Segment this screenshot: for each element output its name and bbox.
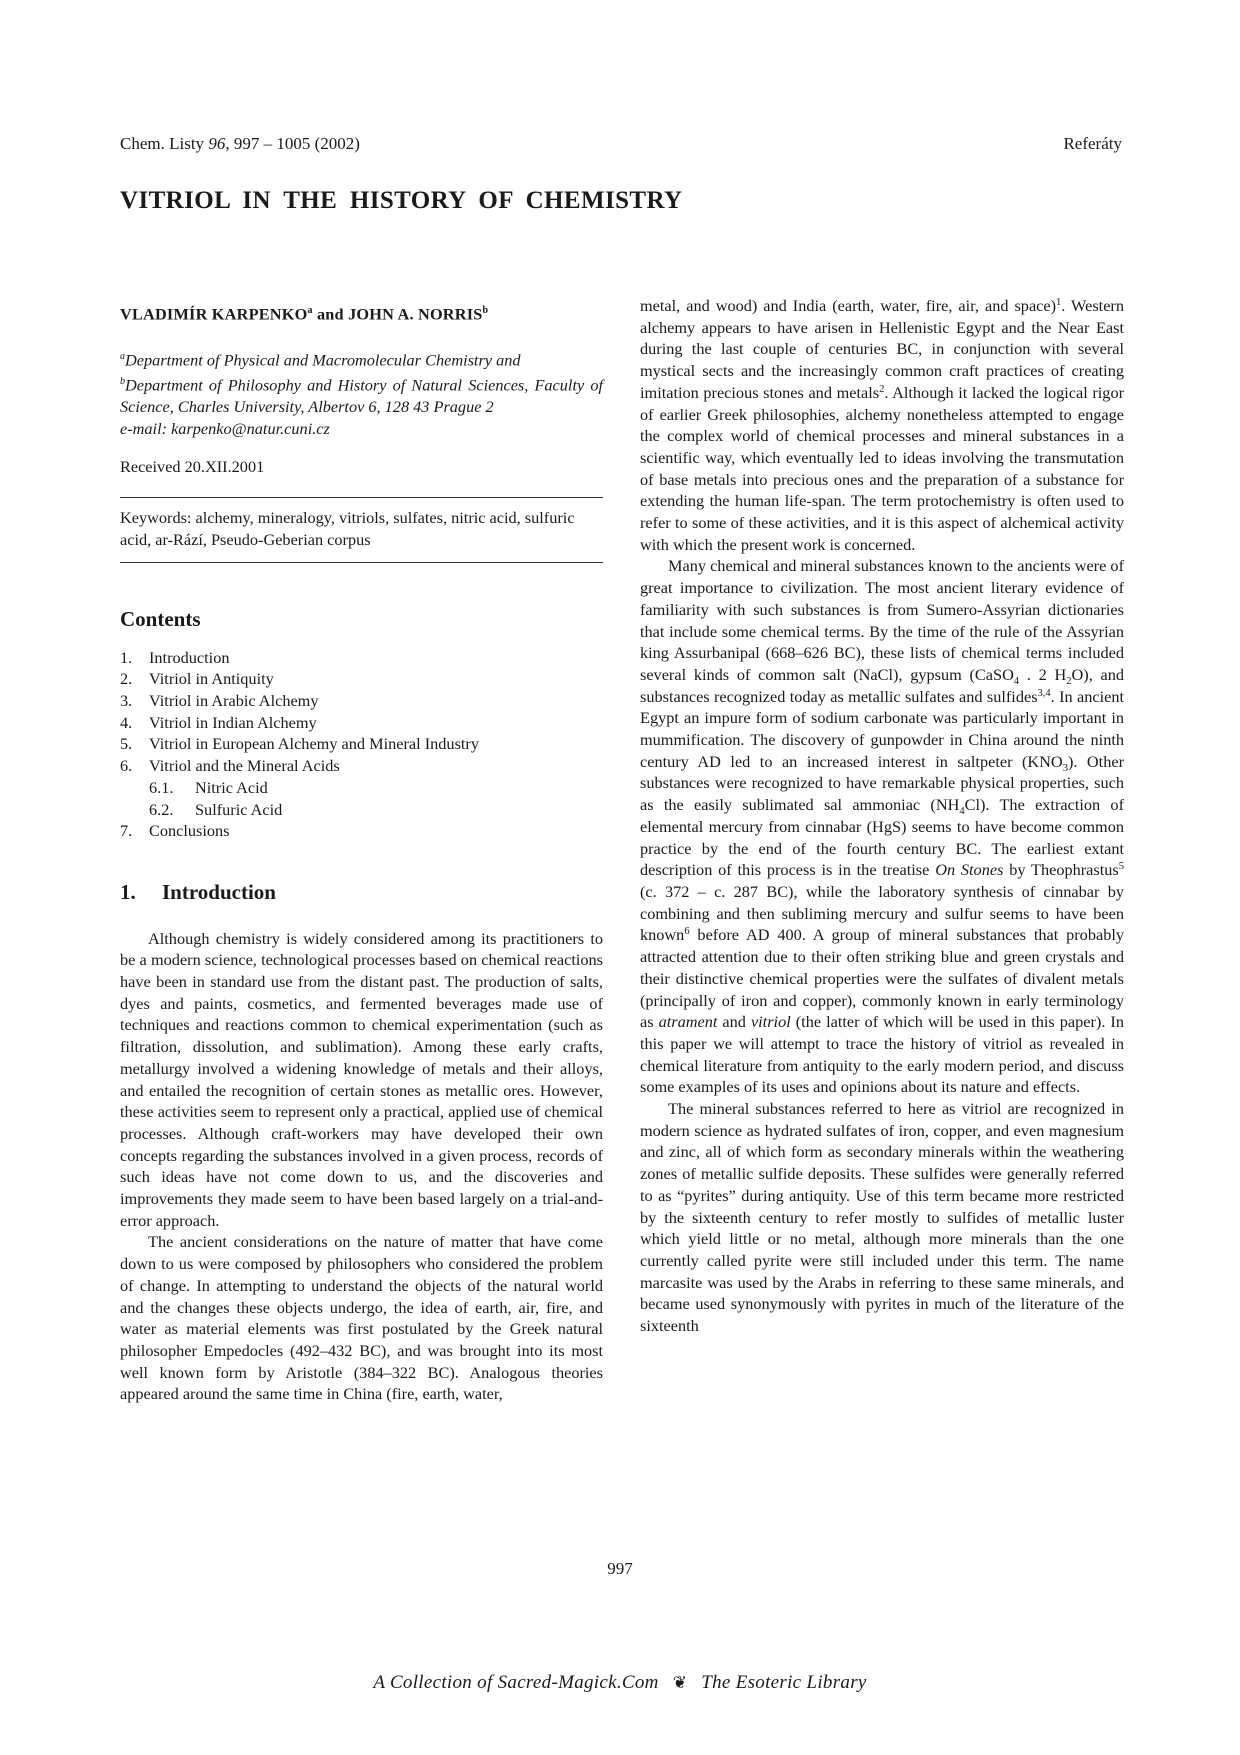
right-column [640, 295, 1124, 1337]
contents-heading: Contents [120, 606, 201, 631]
body-paragraph: Although chemistry is widely considered among its practitioners to be a modern science, technological processes based on chemical reactions have been in standard use from the distant past. The production of salts, dyes and paints, cosmetics, and fermented beverages made use of techniques and reactions common to chemical experimentation (such as filtration, dissolution, and sublimation). Among these early crafts, metallurgy involved a widening knowledge of metals and their alloys, and entailed the recognition of certain stones as metallic ores. However, these activities seem to represent only a practical, applied use of chemical processes. Although craft-workers may have developed their own concepts regarding the substances involved in a given process, records of such ideas have not come down to us, and the discoveries and improvements they made seem to have been based largely on a trial-and-error approach. [120, 928, 603, 1230]
toc-item [120, 647, 603, 669]
italic-term: vitriol [750, 1012, 791, 1032]
toc-number: 2. [120, 669, 133, 689]
article-title: VITRIOL IN THE HISTORY OF CHEMISTRY [120, 187, 683, 214]
toc-number: 6.2. [149, 799, 174, 819]
toc-number: 6.1. [149, 777, 174, 797]
affiliation-a-mark: a [120, 351, 125, 363]
body-paragraph [640, 295, 1124, 555]
section-title: Introduction [162, 879, 276, 904]
running-head [120, 134, 1122, 154]
toc-item [120, 733, 603, 755]
footer-left-text: A Collection of Sacred-Magick.Com [373, 1672, 659, 1693]
footer-right-text: The Esoteric Library [701, 1672, 867, 1693]
keywords: Keywords: alchemy, mineralogy, vitriols, sulfates, nitric acid, sulfuric acid, ar-Rází, Pseudo-Geberian corpus [120, 508, 575, 550]
body-paragraph [640, 555, 1124, 1098]
text-run: (c. 372 – c. 287 BC), while the laboratory synthesis of cinnabar by combining and then subliming mercury and sulfur seems to have been known [640, 881, 1124, 945]
toc-label: Vitriol in Indian Alchemy [149, 712, 317, 732]
citation-ref: 1 [1056, 297, 1062, 308]
toc-subitem [120, 777, 603, 799]
subscript: 4 [959, 806, 965, 818]
toc-item [120, 820, 603, 842]
toc-label: Vitriol in European Alchemy and Mineral Industry [149, 734, 479, 754]
text-run: . Although it lacked the logical rigor of earlier Greek philosophies, alchemy nonetheless attempted to engage the complex world of chemical processes and mineral substances in a scientific way, which eventually led to ideas involving the transmutation of base metals into precious ones and the preparation of a substance for extending the human life-span. The term protochemistry is often used to refer to some of these activities, and it is this aspect of alchemical activity with which the present work is concerned. [640, 382, 1125, 554]
text-run: (the latter of which will be used in this paper). In this paper we will attempt to trace the history of vitriol as revealed in chemical literature from antiquity to the early modern period, and discuss some examples of its uses and opinions about its nature and effects. [640, 1012, 1124, 1097]
toc-subitem [120, 799, 603, 821]
body-paragraph: The mineral substances referred to here as vitriol are recognized in modern science as hydrated sulfates of iron, copper, and even magnesium and zinc, all of which form as secondary minerals within the weathering zones of metallic sulfide deposits. These sulfides were generally referred to as “pyrites” during antiquity. Use of this term became more restricted by the sixteenth century to refer mostly to sulfides of metallic luster which yield little or no metal, although more minerals than the one currently called pyrite were still included under this term. The name marcasite was used by the Arabs in referring to these same minerals, and became used synonymously with pyrites in much of the literature of the sixteenth [640, 1099, 1124, 1336]
author-2-mark: b [482, 305, 489, 316]
toc-number: 1. [120, 647, 133, 667]
toc-label: Conclusions [149, 821, 230, 841]
toc-number: 6. [120, 756, 133, 776]
subscript: 3 [1062, 762, 1068, 774]
footer-watermark [0, 1672, 1240, 1694]
text-run: before AD 400. A group of mineral substances that probably attracted attention due to their often striking blue and green crystals and their distinctive chemical properties were the sulfates of divalent metals (principally of iron and copper), commonly known in early terminology as [640, 925, 1124, 1032]
toc-number: 4. [120, 712, 133, 732]
section-heading [120, 879, 603, 904]
author-line [120, 300, 603, 325]
toc-item [120, 755, 603, 777]
text-run: and [717, 1012, 751, 1032]
subscript: 4 [1013, 675, 1020, 687]
text-run: . 2 H [1019, 664, 1067, 684]
author-1-mark: a [307, 305, 313, 316]
page-number: 997 [607, 1559, 633, 1578]
italic-title: On Stones [935, 860, 1004, 880]
toc-number: 7. [120, 821, 133, 841]
keywords-rule-bottom [120, 562, 603, 563]
toc-label: Vitriol in Arabic Alchemy [149, 691, 319, 710]
text-run: Cl). The extraction of elemental mercury from cinnabar (HgS) seems to have become common practice by the end of the fourth century BC. The earliest extant description of this process is in the treatise [640, 795, 1124, 880]
citation-ref: 5 [1118, 861, 1124, 873]
section-number: 1. [120, 879, 136, 904]
text-run: metal, and wood) and India (earth, water, fire, air, and space) [640, 296, 1057, 315]
body-paragraph: The ancient considerations on the nature of matter that have come down to us were composed by philosophers who considered the problem of change. In attempting to understand the objects of the natural world and the changes these objects undergo, the idea of earth, air, fire, and water as material elements was first postulated by the Greek natural philosopher Empedocles (492–432 BC), and was brought into its most well known form by Aristotle (384–322 BC). Analogous theories appeared around the same time in China (fire, earth, water, [120, 1232, 603, 1404]
toc-item [120, 712, 603, 734]
toc-label: Sulfuric Acid [195, 799, 283, 819]
toc-label: Introduction [149, 647, 230, 667]
text-run: O), and substances recognized today as metallic sulfates and sulfides [640, 664, 1125, 706]
subscript: 2 [1066, 675, 1072, 687]
text-run: by Theophrastus [1003, 860, 1119, 880]
keywords-rule-top [120, 497, 603, 498]
toc-label: Nitric Acid [195, 777, 268, 797]
table-of-contents [120, 647, 603, 842]
author-1: VLADIMÍR KARPENKO [120, 304, 308, 324]
section-label: Referáty [1063, 134, 1122, 153]
citation-ref: 2 [879, 383, 885, 395]
affiliation-a [120, 346, 603, 371]
author-connector: and [312, 304, 349, 324]
fleuron-icon: ❦ [672, 1673, 688, 1692]
citation [120, 134, 360, 154]
italic-term: atrament [658, 1012, 718, 1032]
left-column [120, 300, 603, 1405]
citation-ref: 6 [684, 926, 690, 938]
text-run: . Western alchemy appears to have arisen in Hellenistic Egypt and the Near East during the last couple of centuries BC, in conjunction with several mystical sects and the increasingly common craft practices of creating imitation precious stones and metals [640, 296, 1124, 402]
text-run: ). Other substances were recognized to have remarkable physical properties, such as the easily sublimated sal ammoniac (NH [640, 751, 1124, 815]
toc-number: 5. [120, 734, 133, 754]
journal-name: Chem. Listy [120, 134, 209, 153]
affiliation-b-text: Department of Philosophy and History of Natural Sciences, Faculty of Science, Charles University, Albertov 6, 128 43 Prague 2 [120, 375, 603, 417]
received-date: Received 20.XII.2001 [120, 456, 265, 476]
citation-ref: 3,4 [1037, 687, 1051, 699]
toc-label: Vitriol in Antiquity [149, 669, 274, 689]
affiliation-b-mark: b [120, 376, 125, 388]
affiliation-b [120, 371, 603, 418]
journal-pages: , 997 – 1005 (2002) [225, 134, 360, 153]
toc-label: Vitriol and the Mineral Acids [149, 756, 340, 776]
toc-item [120, 690, 603, 712]
journal-volume: 96 [208, 134, 226, 153]
text-run: . In ancient Egypt an impure form of sodium carbonate was particularly important in mummification. The discovery of gunpowder in China around the ninth century AD led to an increased interest in saltpeter (KNO [640, 686, 1125, 771]
author-email: e-mail: karpenko@natur.cuni.cz [120, 419, 330, 439]
affiliation-a-text: Department of Physical and Macromolecular Chemistry and [125, 350, 521, 370]
toc-item [120, 668, 603, 690]
text-run: Many chemical and mineral substances known to the ancients were of great importance to civilization. The most ancient literary evidence of familiarity with such substances is from Sumero-Assyrian dictionaries that include some chemical terms. By the time of the rule of the Assyrian king Assurbanipal (668–626 BC), these lists of chemical terms included several kinds of common salt (NaCl), gypsum (CaSO [640, 556, 1124, 684]
author-2: JOHN A. NORRIS [348, 304, 483, 324]
toc-number: 3. [120, 691, 133, 710]
